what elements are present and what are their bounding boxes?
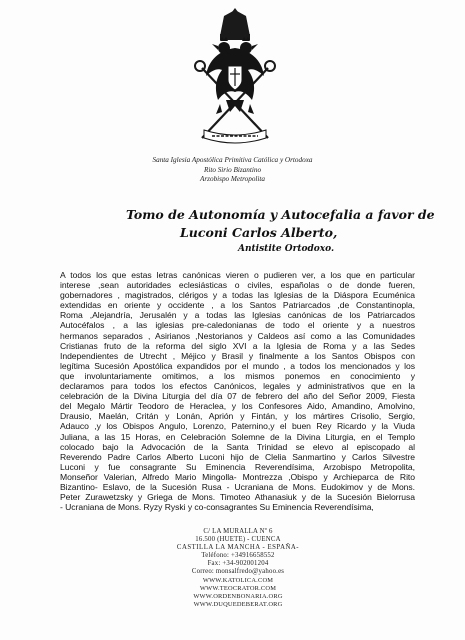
rite-name: Rito Sirio Bizantino [203,165,262,174]
address-city: 16.500 (HUETE) - CUENCA [195,536,281,544]
body-line: - Ucraniana de Mons. Ryzy Ryski y co-consagrantes Su Eminencia Reverendísima, [60,502,374,513]
body-line: colocado bajo la Advocación de la Santa Trinidad se elevo al episcopado al [60,441,415,452]
title-line-3: Antistite Ortodoxo. [238,244,335,254]
body-line: extendidas en oriente y occidente , a los Santos Patriarcados ,de Constantinopla, [60,300,415,311]
body-line: Autocéfalos , a las iglesias pre-caledonianas de todo el oriente y a nuestros [60,320,415,331]
body-line: Reverendo Padre Carlos Alberto Luconi hijo de Clelia Sanmartino y Carlos Silvestre [60,451,415,462]
body-line: Juliana, a las 15 Horas, en Celebración Solemne de la Divina Liturgia, en el Templo [60,431,415,442]
contact-footer [152,528,324,609]
body-line: hermanos separados , Asirianos ,Nestorianos y Caldeos así como a las Comunidades [60,330,415,341]
body-line: Peter Zurawetzsky y Griega de Mons. Timoteo Athanasiuk y de la Sucesión Bielorrusa [60,492,415,503]
body-line: A todos los que estas letras canónicas vieren o pudieren ver, a los que en particular [60,270,415,280]
body-line: Luconi y fue consagrante Su Eminencia Reverendísima, Arzobispo Metropolita, [60,461,415,472]
body-line: celebración de la Divina Liturgia del día 07 de febrero del año del Señor 2009, Fiesta [60,391,415,402]
title-line-1: Tomo de Autonomía y Autocefalia a favor de [126,207,435,222]
body-line: Adauco ,y los Obispos Angulo, Lorenzo, Paternino,y el buen Rey Ricardo y la Viuda [60,421,415,432]
body-line: que involuntariamente omitimos, a los mismos ponemos en conocimiento y [60,370,415,381]
website-link[interactable]: WWW.KATOLICA.COM [202,576,274,584]
church-name-block [100,156,365,185]
body-line: legítima Sucesión Apostólica expandidos por el mundo , a todos los mencionados y los [60,360,415,371]
website-link[interactable]: WWW.ORDENBONARIA.ORG [193,592,283,600]
document-title [70,206,435,256]
office-title: Arzobispo Metropolita [199,175,266,183]
body-line: Bizantino- Eslavo, de la Sucesión Rusa - Ucraniana de Mons. Eudokimov y de Mons. [60,481,415,492]
body-line: declaramos para todos los efectos Canónicos, legales y administrativos que en la [60,381,415,392]
body-line: gobernadores , magistrados, clérigos y a todas las Iglesias de la Diáspora Ecuménica [60,290,415,301]
body-line: del Megalo Mártir Teodoro de Heraclea, y los Confesores Aido, Amandino, Amolvino, [60,401,415,412]
phone-number: Teléfono: +34916658552 [201,552,275,560]
body-line: interese ,sean autoridades eclesiásticas o civiles, españolas o de donde fueren, [60,280,415,291]
coat-of-arms-crest [190,8,280,156]
body-text [60,270,415,512]
website-link[interactable]: WWW.TEOCRATOR.COM [199,584,277,592]
address-region: CASTILLA LA MANCHA - ESPAÑA- [176,544,300,552]
title-line-2: Luconi Carlos Alberto, [180,225,338,240]
fax-number: Fax: +34-902001204 [207,560,269,568]
email-address: Correo: monsalfredo@yahoo.es [191,568,285,576]
body-line: Drausio, Maelán, Critán y Lonán, Aprión y Fintán, y los mártires Crisolio, Sergio, [60,411,415,422]
body-line: Cristianas fruto de la reforma del siglo XVI a la Iglesia de Roma y a las Sedes [60,340,415,351]
body-line: Monseñor Valerian, Alfredo Mario Mingolla- Montrezza ,Obispo y Archieparca de Rito [60,471,415,482]
website-link[interactable]: WWW.DUQUEDEBERAT.ORG [193,600,283,608]
body-line: Roma ,Alejandría, Jerusalén y a todas las Iglesias canónicas de los Patriarcados [60,310,415,321]
address-street: C/ LA MURALLA Nº 6 [203,528,273,535]
church-name: Santa Iglesia Apostólica Primitiva Católica y Ortodoxa [152,156,313,164]
body-line: Independientes de Utrecht , Méjico y Brasil y finalmente a los Santos Obispos con [60,350,415,361]
